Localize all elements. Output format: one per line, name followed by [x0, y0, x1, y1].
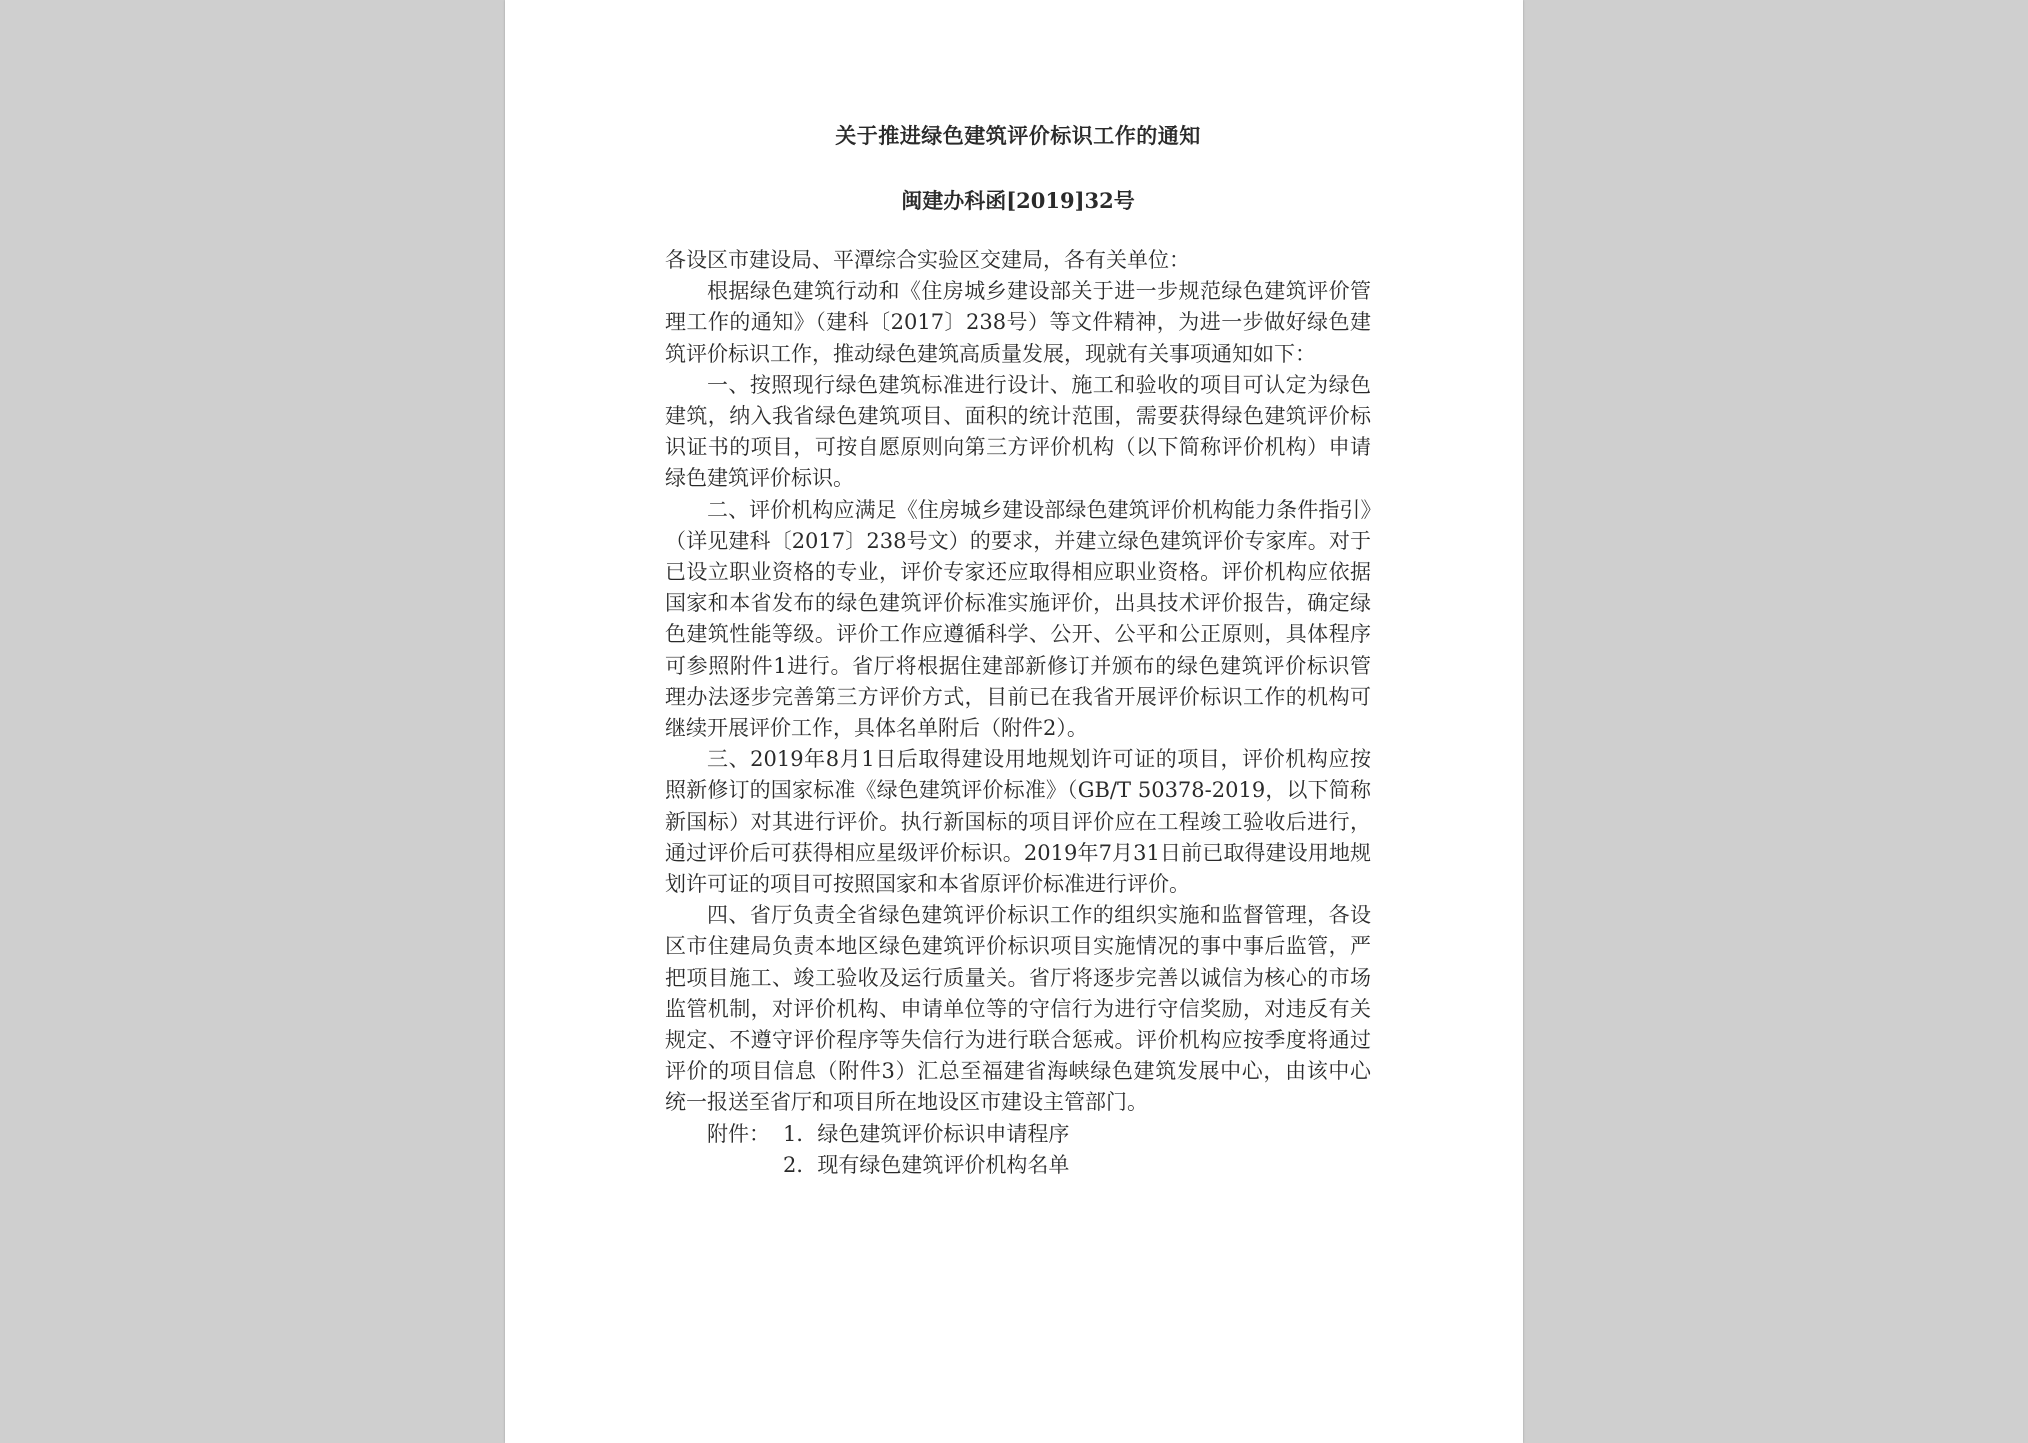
paragraph-item-1: 一、按照现行绿色建筑标准进行设计、施工和验收的项目可认定为绿色建筑，纳入我省绿色建筑项目、面积的统计范围，需要获得绿色建筑评价标识证书的项目，可按自愿原则向第三方评价机构（以下简称评价机构）申请绿色建筑评价标识。	[665, 372, 1371, 491]
attachment-item: 2．现有绿色建筑评价机构名单	[783, 1152, 1070, 1177]
document-title: 关于推进绿色建筑评价标识工作的通知	[835, 123, 1201, 148]
addressee-line: 各设区市建设局、平潭综合实验区交建局，各有关单位：	[665, 248, 1190, 272]
attachment-item: 1．绿色建筑评价标识申请程序	[783, 1121, 1070, 1146]
document-number: 闽建办科函[2019]32号	[901, 188, 1135, 213]
paragraph-item-4: 四、省厅负责全省绿色建筑评价标识工作的组织实施和监督管理，各设区市住建局负责本地区绿色建筑评价标识项目实施情况的事中事后监管，严把项目施工、竣工验收及运行质量关。省厅将逐步完善以诚信为核心的市场监管机制，对评价机构、申请单位等的守信行为进行守信奖励，对违反有关规定、不遵守评价程序等失信行为进行联合惩戒。评价机构应按季度将通过评价的项目信息（附件3）汇总至福建省海峡绿色建筑发展中心，由该中心统一报送至省厅和项目所在地设区市建设主管部门。	[665, 903, 1371, 1115]
attachments-list	[665, 1119, 1371, 1181]
attachment-row	[665, 1150, 1371, 1181]
document-page[interactable]	[505, 0, 1523, 1443]
document-body	[665, 245, 1371, 1181]
intro-paragraph: 根据绿色建筑行动和《住房城乡建设部关于进一步规范绿色建筑评价管理工作的通知》（建科〔2017〕238号）等文件精神，为进一步做好绿色建筑评价标识工作，推动绿色建筑高质量发展，现就有关事项通知如下：	[665, 279, 1371, 366]
attachment-row	[665, 1119, 1371, 1150]
paragraph-item-3: 三、2019年8月1日后取得建设用地规划许可证的项目，评价机构应按照新修订的国家标准《绿色建筑评价标准》（GB/T 50378-2019，以下简称新国标）对其进行评价。执行新国标的项目评价应在工程竣工验收后进行，通过评价后可获得相应星级评价标识。2019年7月31日前已取得建设用地规划许可证的项目可按照国家和本省原评价标准进行评价。	[665, 747, 1371, 897]
attachments-label: 附件：	[707, 1121, 770, 1146]
paragraph-item-2: 二、评价机构应满足《住房城乡建设部绿色建筑评价机构能力条件指引》（详见建科〔2017〕238号文）的要求，并建立绿色建筑评价专家库。对于已设立职业资格的专业，评价专家还应取得相应职业资格。评价机构应依据国家和本省发布的绿色建筑评价标准实施评价，出具技术评价报告，确定绿色建筑性能等级。评价工作应遵循科学、公开、公平和公正原则，具体程序可参照附件1进行。省厅将根据住建部新修订并颁布的绿色建筑评价标识管理办法逐步完善第三方评价方式，目前已在我省开展评价标识工作的机构可继续开展评价工作，具体名单附后（附件2）。	[665, 497, 1371, 741]
